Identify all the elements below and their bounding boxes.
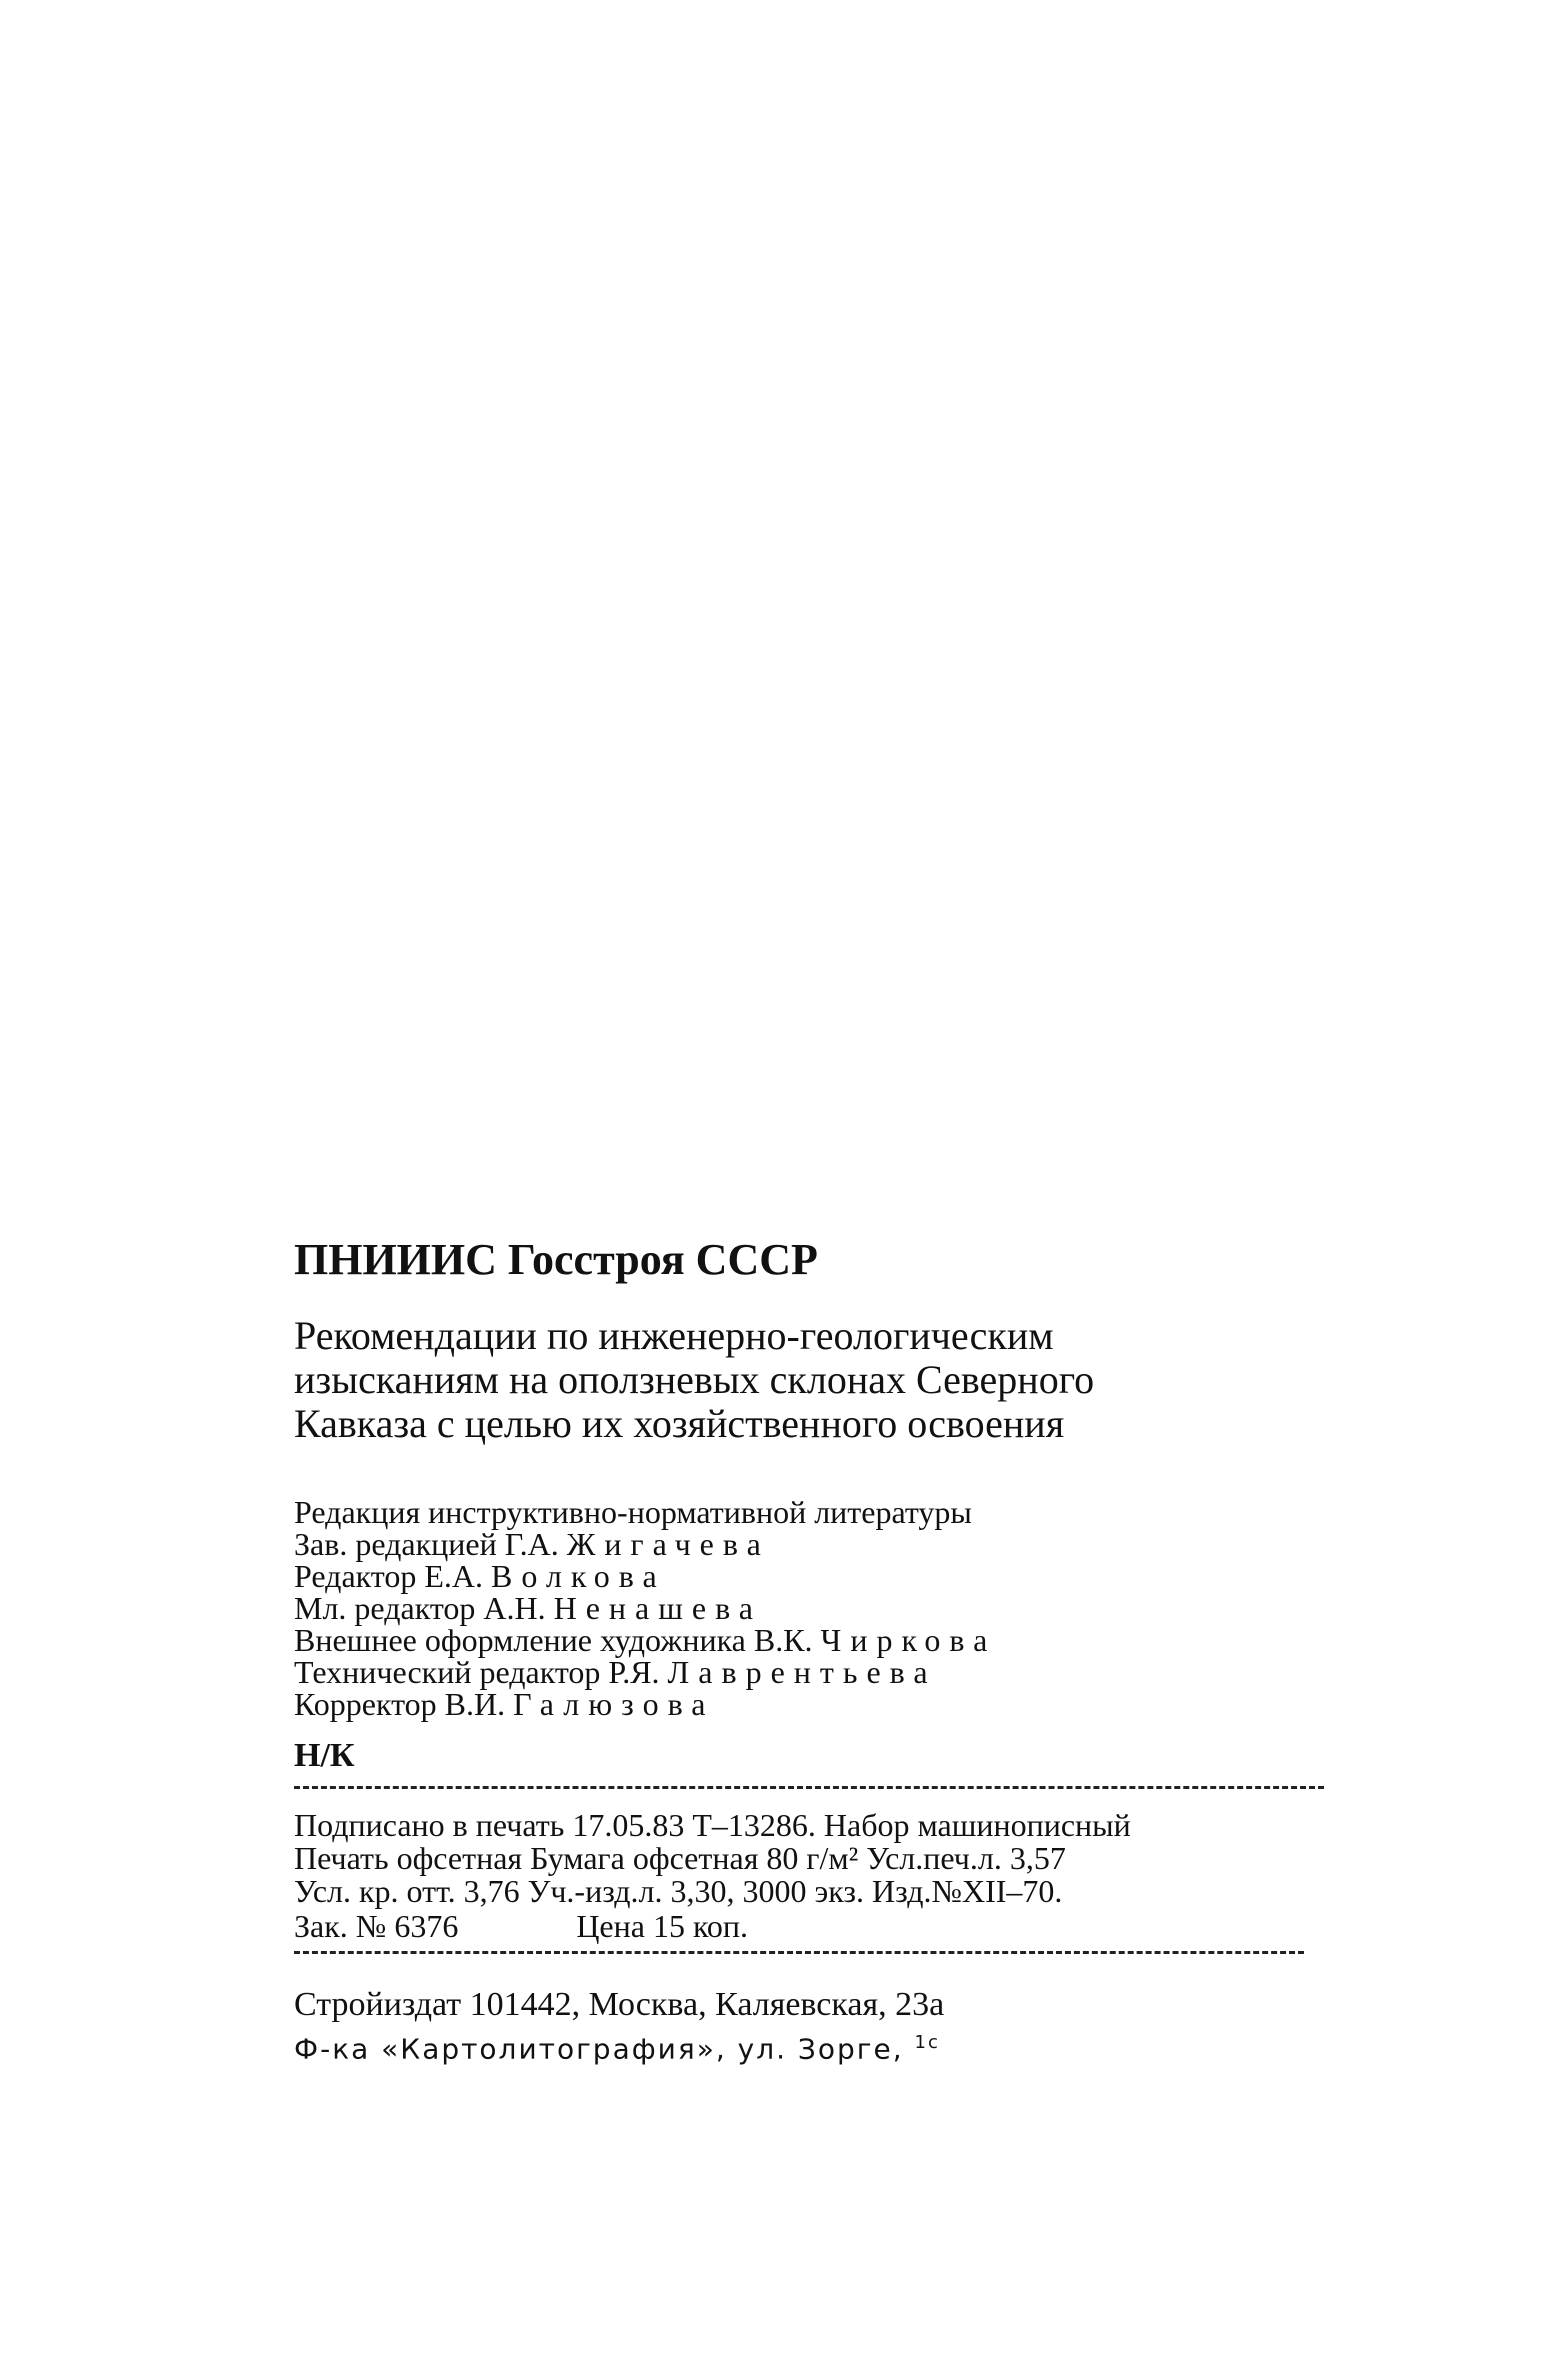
print-details-line: Усл. кр. отт. 3,76 Уч.-изд.л. 3,30, 3000 экз. Изд.№XII–70.	[294, 1873, 1063, 1909]
book-title-line: изысканиям на оползневых склонах Северного	[294, 1357, 1095, 1402]
dashed-divider	[294, 1786, 1324, 1789]
price: Цена 15 коп.	[576, 1908, 748, 1944]
junior-editor-name: Ненашева	[553, 1590, 762, 1626]
technical-editor	[294, 1656, 1334, 1688]
junior-editor	[294, 1592, 1334, 1624]
print-details-line: Подписано в печать 17.05.83 Т–13286. Набор машинописный	[294, 1807, 1131, 1843]
head-name: Жигачева	[566, 1526, 770, 1562]
editor	[294, 1560, 1334, 1592]
credits	[294, 1496, 1334, 1720]
factory-number: 1с	[914, 2032, 940, 2053]
dashed-divider	[294, 1951, 1304, 1954]
book-title-line: Рекомендации по инженерно-геологическим	[294, 1313, 1054, 1358]
print-details-line: Печать офсетная Бумага офсетная 80 г/м² Усл.печ.л. 3,57	[294, 1840, 1066, 1876]
book-title-line: Кавказа с целью их хозяйственного освоения	[294, 1401, 1065, 1446]
proofreader-label: Корректор В.И.	[294, 1686, 506, 1722]
order-number: Зак. № 6376	[294, 1908, 459, 1944]
publisher-address: Стройиздат 101442, Москва, Каляевская, 23а	[294, 1986, 945, 2023]
proofreader-name: Галюзова	[513, 1686, 715, 1722]
cover-artist	[294, 1624, 1334, 1656]
cover-artist-label: Внешнее оформление художника В.К.	[294, 1622, 813, 1658]
editorial-department: Редакция инструктивно-нормативной литературы	[294, 1494, 972, 1530]
junior-editor-label: Мл. редактор А.Н.	[294, 1590, 546, 1626]
nk-mark: Н/К	[294, 1737, 355, 1774]
organization-name: ПНИИИС Госстроя СССР	[294, 1235, 818, 1284]
book-title	[294, 1314, 1334, 1446]
cover-artist-name: Чиркова	[820, 1622, 997, 1658]
factory-address: Ф-ка «Картолитография», ул. Зорге,	[294, 2032, 904, 2066]
printing-factory	[294, 2032, 1334, 2065]
imprint-block	[294, 1232, 1334, 2065]
editor-label: Редактор Е.А.	[294, 1558, 483, 1594]
technical-editor-name: Лаврентьева	[667, 1654, 937, 1690]
head-of-editorial	[294, 1528, 1334, 1560]
technical-editor-label: Технический редактор Р.Я.	[294, 1654, 660, 1690]
order-and-price	[294, 1910, 1334, 1943]
head-label: Зав. редакцией Г.А.	[294, 1526, 559, 1562]
proofreader	[294, 1688, 1334, 1720]
editor-name: Волкова	[490, 1558, 666, 1594]
print-details	[294, 1809, 1334, 1943]
